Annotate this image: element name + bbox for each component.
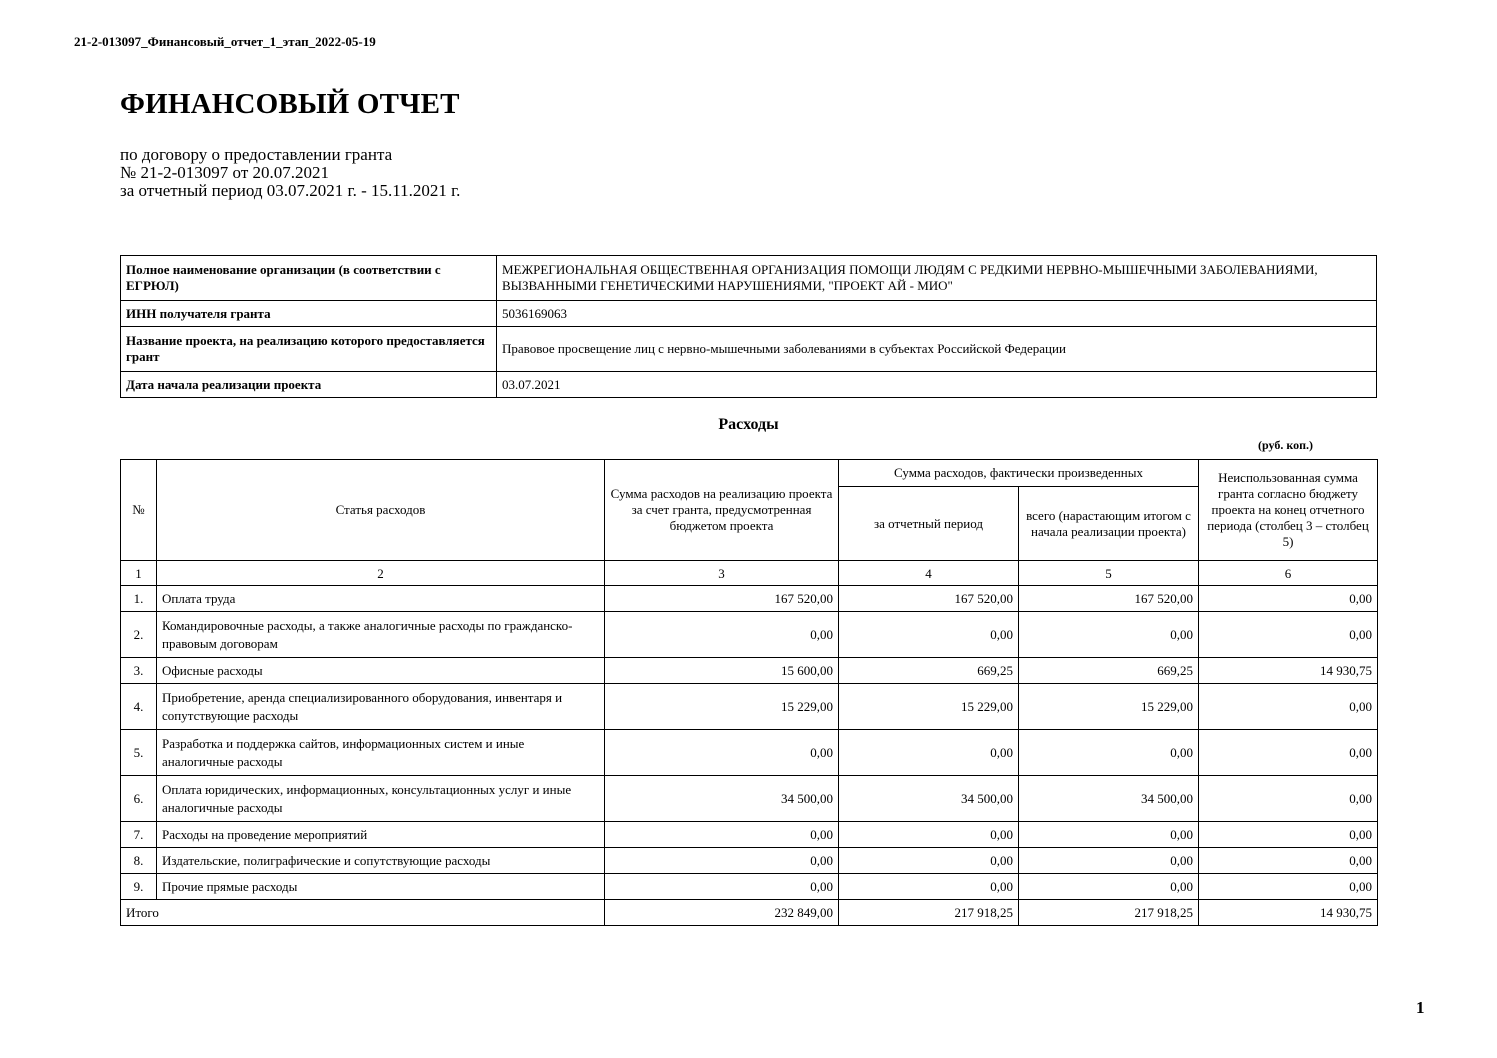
period-amount: 0,00 — [839, 612, 1019, 658]
column-index: 6 — [1199, 561, 1378, 586]
period-amount: 15 229,00 — [839, 684, 1019, 730]
row-number: 5. — [121, 730, 157, 776]
table-row — [121, 776, 1378, 822]
unused-amount: 0,00 — [1199, 822, 1378, 848]
org-row-inn — [121, 301, 1377, 327]
column-index: 2 — [157, 561, 605, 586]
total-label: Итого — [121, 900, 605, 926]
page-title: ФИНАНСОВЫЙ ОТЧЕТ — [120, 88, 460, 120]
total-unused: 14 930,75 — [1199, 900, 1378, 926]
row-number: 1. — [121, 586, 157, 612]
planned-amount: 0,00 — [605, 730, 839, 776]
expense-item-name: Командировочные расходы, а также аналогичные расходы по гражданско-правовым договорам — [157, 612, 605, 658]
header-actual-group: Сумма расходов, фактически произведенных — [839, 460, 1199, 487]
unused-amount: 0,00 — [1199, 874, 1378, 900]
expense-item-name: Оплата труда — [157, 586, 605, 612]
inn-value: 5036169063 — [497, 301, 1377, 327]
expense-item-name: Приобретение, аренда специализированного оборудования, инвентаря и сопутствующие расходы — [157, 684, 605, 730]
inn-label: ИНН получателя гранта — [121, 301, 497, 327]
period-amount: 0,00 — [839, 848, 1019, 874]
expenses-section-title: Расходы — [718, 416, 779, 433]
planned-amount: 0,00 — [605, 612, 839, 658]
report-subtitle — [120, 146, 460, 200]
subtitle-line-period: за отчетный период 03.07.2021 г. - 15.11.2021 г. — [120, 181, 461, 200]
subtitle-line-contract: по договору о предоставлении гранта — [120, 145, 393, 164]
project-name-value: Правовое просвещение лиц с нервно-мышечными заболеваниями в субъектах Российской Федерации — [497, 327, 1377, 372]
cumulative-amount: 34 500,00 — [1019, 776, 1199, 822]
row-number: 3. — [121, 658, 157, 684]
period-amount: 0,00 — [839, 730, 1019, 776]
header-unused: Неиспользованная сумма гранта согласно бюджету проекта на конец отчетного периода (столбец 3 – столбец 5) — [1199, 460, 1378, 561]
organization-info-table — [120, 255, 1377, 398]
unused-amount: 0,00 — [1199, 612, 1378, 658]
cumulative-amount: 0,00 — [1019, 730, 1199, 776]
expense-item-name: Прочие прямые расходы — [157, 874, 605, 900]
row-number: 9. — [121, 874, 157, 900]
unused-amount: 14 930,75 — [1199, 658, 1378, 684]
cumulative-amount: 15 229,00 — [1019, 684, 1199, 730]
unused-amount: 0,00 — [1199, 730, 1378, 776]
table-row — [121, 684, 1378, 730]
period-amount: 0,00 — [839, 822, 1019, 848]
planned-amount: 15 600,00 — [605, 658, 839, 684]
document-id: 21-2-013097_Финансовый_отчет_1_этап_2022-05-19 — [74, 34, 376, 49]
unused-amount: 0,00 — [1199, 586, 1378, 612]
cumulative-amount: 0,00 — [1019, 874, 1199, 900]
org-row-start-date — [121, 372, 1377, 398]
org-name-label: Полное наименование организации (в соответствии с ЕГРЮЛ) — [121, 256, 497, 301]
expense-item-name: Оплата юридических, информационных, консультационных услуг и иные аналогичные расходы — [157, 776, 605, 822]
header-cumulative: всего (нарастающим итогом с начала реализации проекта) — [1019, 487, 1199, 561]
row-number: 4. — [121, 684, 157, 730]
expense-item-name: Разработка и поддержка сайтов, информационных систем и иные аналогичные расходы — [157, 730, 605, 776]
table-row — [121, 730, 1378, 776]
unused-amount: 0,00 — [1199, 684, 1378, 730]
cumulative-amount: 669,25 — [1019, 658, 1199, 684]
planned-amount: 34 500,00 — [605, 776, 839, 822]
total-period: 217 918,25 — [839, 900, 1019, 926]
table-row — [121, 848, 1378, 874]
project-name-label: Название проекта, на реализацию которого предоставляется грант — [121, 327, 497, 372]
expense-item-name: Офисные расходы — [157, 658, 605, 684]
org-name-value: МЕЖРЕГИОНАЛЬНАЯ ОБЩЕСТВЕННАЯ ОРГАНИЗАЦИЯ ПОМОЩИ ЛЮДЯМ С РЕДКИМИ НЕРВНО-МЫШЕЧНЫМИ ЗАБОЛЕВАНИЯМИ, ВЫЗВАННЫМИ ГЕНЕТИЧЕСКИМИ НАРУШЕНИЯМИ, "ПРОЕКТ АЙ - МИО" — [497, 256, 1377, 301]
cumulative-amount: 167 520,00 — [1019, 586, 1199, 612]
planned-amount: 0,00 — [605, 848, 839, 874]
header-item: Статья расходов — [157, 460, 605, 561]
planned-amount: 167 520,00 — [605, 586, 839, 612]
header-planned: Сумма расходов на реализацию проекта за счет гранта, предусмотренная бюджетом проекта — [605, 460, 839, 561]
table-row — [121, 658, 1378, 684]
planned-amount: 0,00 — [605, 874, 839, 900]
currency-units: (руб. коп.) — [1258, 438, 1314, 452]
expense-item-name: Издательские, полиграфические и сопутствующие расходы — [157, 848, 605, 874]
row-number: 2. — [121, 612, 157, 658]
start-date-value: 03.07.2021 — [497, 372, 1377, 398]
subtitle-line-number: № 21-2-013097 от 20.07.2021 — [120, 163, 329, 182]
table-row — [121, 874, 1378, 900]
header-period: за отчетный период — [839, 487, 1019, 561]
cumulative-amount: 0,00 — [1019, 612, 1199, 658]
column-index: 3 — [605, 561, 839, 586]
header-no: № — [121, 460, 157, 561]
period-amount: 0,00 — [839, 874, 1019, 900]
table-row — [121, 612, 1378, 658]
period-amount: 167 520,00 — [839, 586, 1019, 612]
planned-amount: 0,00 — [605, 822, 839, 848]
total-row — [121, 900, 1378, 926]
row-number: 8. — [121, 848, 157, 874]
unused-amount: 0,00 — [1199, 776, 1378, 822]
expense-item-name: Расходы на проведение мероприятий — [157, 822, 605, 848]
table-row — [121, 822, 1378, 848]
column-index: 4 — [839, 561, 1019, 586]
page-number: 1 — [1416, 998, 1425, 1017]
start-date-label: Дата начала реализации проекта — [121, 372, 497, 398]
period-amount: 34 500,00 — [839, 776, 1019, 822]
column-index-row — [121, 561, 1378, 586]
table-row — [121, 586, 1378, 612]
cumulative-amount: 0,00 — [1019, 848, 1199, 874]
org-row-project — [121, 327, 1377, 372]
total-planned: 232 849,00 — [605, 900, 839, 926]
cumulative-amount: 0,00 — [1019, 822, 1199, 848]
expenses-table — [120, 459, 1378, 926]
planned-amount: 15 229,00 — [605, 684, 839, 730]
period-amount: 669,25 — [839, 658, 1019, 684]
column-index: 5 — [1019, 561, 1199, 586]
column-index: 1 — [121, 561, 157, 586]
org-row-name — [121, 256, 1377, 301]
total-cumulative: 217 918,25 — [1019, 900, 1199, 926]
row-number: 7. — [121, 822, 157, 848]
row-number: 6. — [121, 776, 157, 822]
unused-amount: 0,00 — [1199, 848, 1378, 874]
